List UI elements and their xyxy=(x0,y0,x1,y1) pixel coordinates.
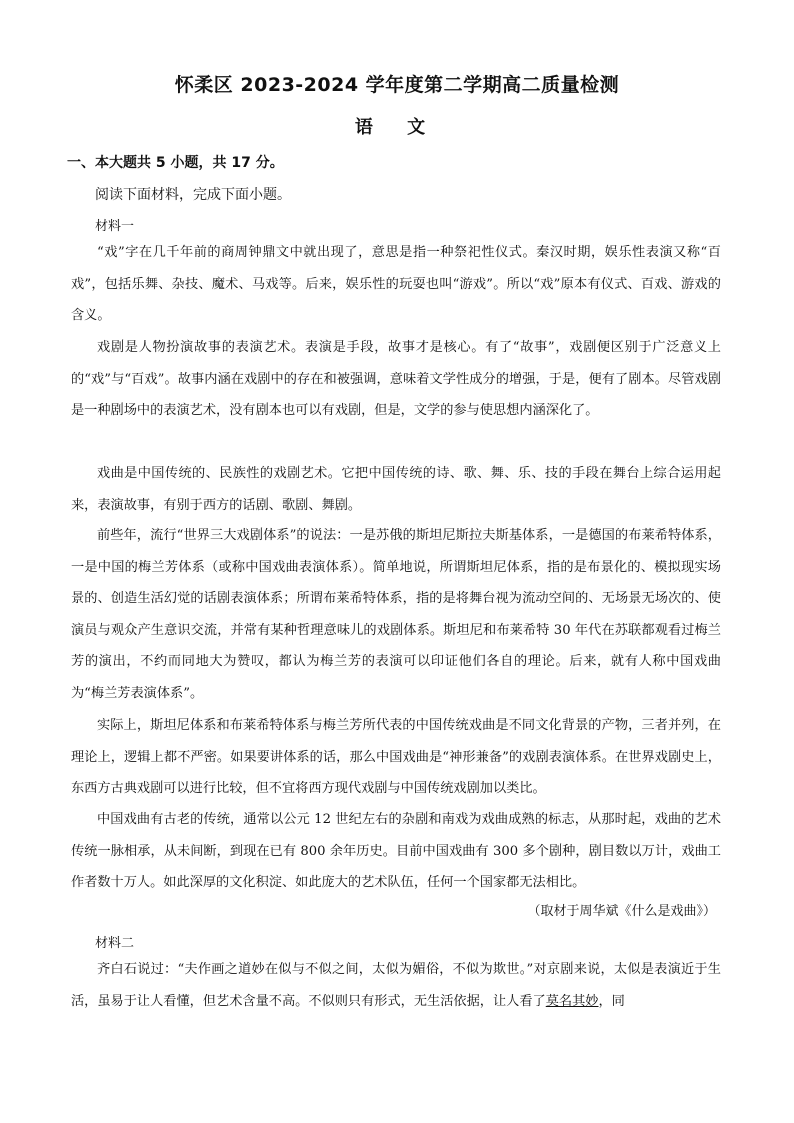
material-one-paragraph: 前些年，流行“世界三大戏剧体系”的说法：一是苏俄的斯坦尼斯拉夫斯基体系，一是德国的布莱希特体系，一是中国的梅兰芳体系（或称中国戏曲表演体系）。简单地说，所谓斯坦尼体系，指的是布景化的、模拟现实场景的、创造生活幻觉的话剧表演体系；所谓布莱希特体系，指的是将舞台视为流动空间的、无场景无场次的、使演员与观众产生意识交流，并常有某种哲理意味儿的戏剧体系。斯坦尼和布莱希特 30 年代在苏联都观看过梅兰芳的演出，不约而同地大为赞叹，都认为梅兰芳的表演可以印证他们各自的理论。后来，就有人称中国戏曲为“梅兰芳表演体系”。 xyxy=(71,528,721,701)
material-two-text-tail: ，同 xyxy=(598,993,625,1009)
section-heading: 一、本大题共 5 小题，共 17 分。 xyxy=(67,155,284,171)
material-two-paragraph xyxy=(71,954,721,1017)
material-one-paragraph: 戏曲是中国传统的、民族性的戏剧艺术。它把中国传统的诗、歌、舞、乐、技的手段在舞台上综合运用起来，表演故事，有别于西方的话剧、歌剧、舞剧。 xyxy=(71,466,721,513)
reading-instruction: 阅读下面材料，完成下面小题。 xyxy=(95,187,291,203)
material-two-text: 齐白石说过：“夫作画之道妙在似与不似之间，太似为媚俗，不似为欺世。”对京剧来说，太似是表演近于生活，虽易于让人看懂，但艺术含量不高。不似则只有形式，无生活依据，让人看了 xyxy=(71,962,721,1009)
underlined-phrase: 莫名其妙 xyxy=(545,993,599,1009)
material-one-paragraph: “戏”字在几千年前的商周钟鼎文中就出现了，意思是指一种祭祀性仪式。秦汉时期，娱乐性表演又称“百戏”，包括乐舞、杂技、魔术、马戏等。后来，娱乐性的玩耍也叫“游戏”。所以“戏”原本有仪式、百戏、游戏的含义。 xyxy=(71,245,721,323)
exam-title: 怀柔区 2023-2024 学年度第二学期高二质量检测 xyxy=(174,74,620,96)
material-one-source: （取材于周华斌《什么是戏曲》） xyxy=(527,904,716,919)
material-one-paragraph: 中国戏曲有古老的传统，通常以公元 12 世纪左右的杂剧和南戏为戏曲成熟的标志，从那时起，戏曲的艺术传统一脉相承，从未间断，到现在已有 800 余年历史。目前中国戏曲有 300 多个剧种，剧目数以万计，戏曲工作者数十万人。如此深厚的文化积淀、如此庞大的艺术队伍，任何一个国家都无法相比。 xyxy=(71,812,721,890)
material-one-paragraph: 实际上，斯坦尼体系和布莱希特体系与梅兰芳所代表的中国传统戏曲是不同文化背景的产物，三者并列，在理论上，逻辑上都不严密。如果要讲体系的话，那么中国戏曲是“神形兼备”的戏剧表演体系。在世界戏剧史上，东西方古典戏剧可以进行比较，但不宜将西方现代戏剧与中国传统戏剧加以类比。 xyxy=(71,718,721,796)
material-two-label: 材料二 xyxy=(95,936,135,951)
material-one-label: 材料一 xyxy=(95,219,135,234)
subject-title: 语 文 xyxy=(354,117,440,138)
material-one-paragraph: 戏剧是人物扮演故事的表演艺术。表演是手段，故事才是核心。有了“故事”，戏剧便区别于广泛意义上的“戏”与“百戏”。故事内涵在戏剧中的存在和被强调，意味着文学性成分的增强，于是，便有了剧本。尽管戏剧是一种剧场中的表演艺术，没有剧本也可以有戏剧，但是，文学的参与使思想内涵深化了。 xyxy=(71,340,721,418)
